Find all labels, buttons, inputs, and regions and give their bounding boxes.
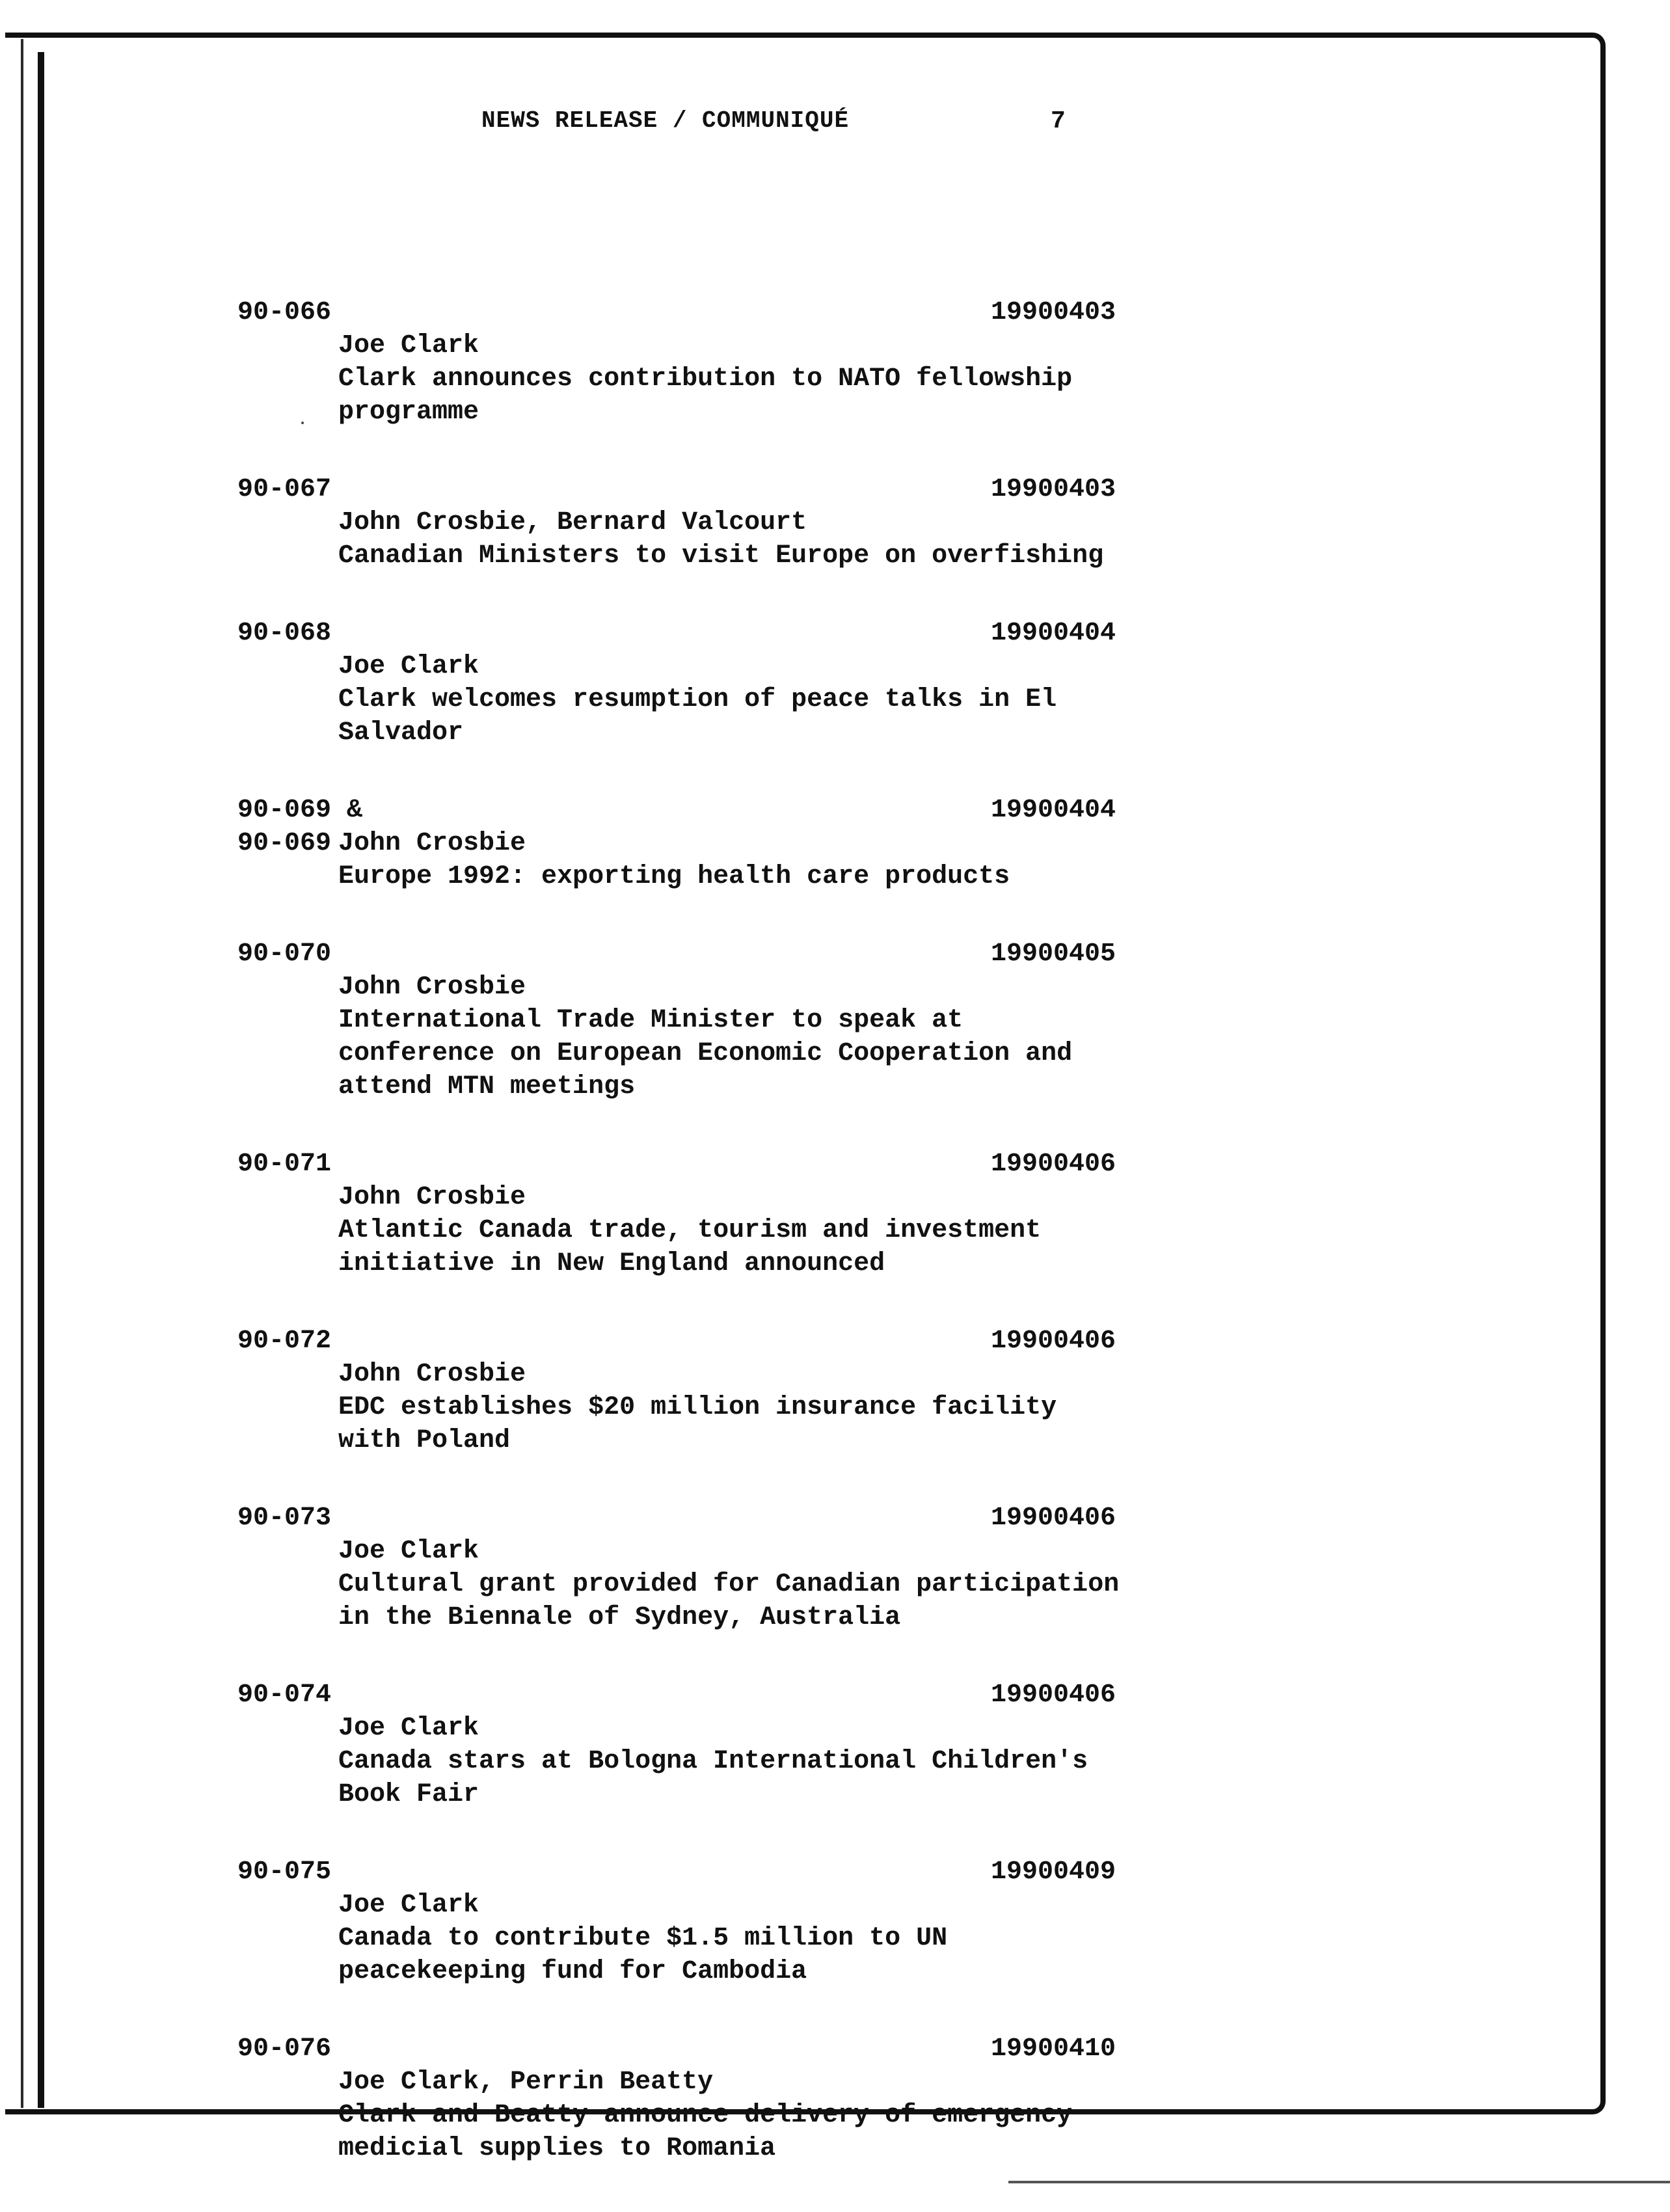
release-date: 19900403 — [990, 298, 1116, 327]
release-number: 90-074 — [237, 1680, 332, 1710]
release-title-line: conference on European Economic Cooperation and — [338, 1039, 1073, 1068]
release-entry — [237, 1502, 1200, 1634]
release-title-line: Clark welcomes resumption of peace talks in El — [338, 685, 1057, 714]
release-date: 19900410 — [990, 2034, 1116, 2064]
release-entry — [237, 617, 1200, 749]
release-ministers: Joe Clark — [338, 1537, 479, 1566]
release-title-line: International Trade Minister to speak at — [338, 1006, 963, 1035]
release-number: 90-066 — [237, 298, 332, 327]
release-ministers: Joe Clark — [338, 331, 479, 360]
release-list — [237, 296, 1200, 2209]
release-date: 19900406 — [990, 1504, 1116, 1533]
release-title-line: medicial supplies to Romania — [338, 2134, 776, 2163]
release-title-line: with Poland — [338, 1426, 511, 1455]
release-ministers: John Crosbie, Bernard Valcourt — [338, 508, 807, 537]
release-entry — [237, 473, 1200, 573]
release-number: 90-073 — [237, 1504, 332, 1533]
release-date: 19900406 — [990, 1150, 1116, 1179]
release-title-line: Clark and Beatty announce delivery of emergency — [338, 2101, 1073, 2130]
release-title-line: Canada to contribute $1.5 million to UN — [338, 1924, 948, 1953]
release-title-line: Clark announces contribution to NATO fellowship — [338, 364, 1073, 394]
release-title-line: peacekeeping fund for Cambodia — [338, 1957, 807, 1986]
release-title-line: Atlantic Canada trade, tourism and investment — [338, 1216, 1042, 1245]
release-number: 90-071 — [237, 1150, 332, 1179]
release-date: 19900404 — [990, 619, 1116, 648]
release-date: 19900403 — [990, 475, 1116, 504]
release-number: 90-069 & — [237, 796, 363, 825]
release-number: 90-076 — [237, 2034, 332, 2064]
release-entry — [237, 937, 1200, 1103]
release-title-line: initiative in New England announced — [338, 1249, 885, 1278]
release-ministers: Joe Clark — [338, 1714, 479, 1743]
release-title-line: in the Biennale of Sydney, Australia — [338, 1603, 901, 1632]
release-title-line: Book Fair — [338, 1780, 479, 1809]
release-title-line: programme — [338, 398, 479, 427]
release-date: 19900406 — [990, 1327, 1116, 1356]
release-ministers: John Crosbie — [338, 1360, 526, 1389]
release-date: 19900409 — [990, 1857, 1116, 1887]
release-title-line: Canadian Ministers to visit Europe on overfishing — [338, 541, 1104, 571]
release-entry — [237, 794, 1200, 893]
release-number: 90-068 — [237, 619, 332, 648]
release-title-line: Salvador — [338, 718, 464, 748]
release-entry — [237, 2032, 1200, 2165]
release-date: 19900404 — [990, 796, 1116, 825]
release-title-line: Canada stars at Bologna International Children's — [338, 1747, 1088, 1776]
release-entry — [237, 1148, 1200, 1280]
page-header: NEWS RELEASE / COMMUNIQUÉ — [481, 107, 850, 134]
release-number: 90-070 — [237, 939, 332, 969]
release-number: 90-067 — [237, 475, 332, 504]
page-number: 7 — [1051, 107, 1066, 135]
release-entry — [237, 296, 1200, 429]
release-entry — [237, 1325, 1200, 1457]
release-number-secondary: 90-069 — [237, 829, 332, 858]
release-number: 90-075 — [237, 1857, 332, 1887]
release-ministers: Joe Clark, Perrin Beatty — [338, 2068, 714, 2097]
release-entry — [237, 1855, 1200, 1988]
release-title-line: Cultural grant provided for Canadian participation — [338, 1570, 1120, 1599]
release-ministers: Joe Clark — [338, 1891, 479, 1920]
release-title-line: EDC establishes $20 million insurance facility — [338, 1393, 1057, 1422]
release-ministers: Joe Clark — [338, 652, 479, 681]
release-date: 19900405 — [990, 939, 1116, 969]
release-entry — [237, 1679, 1200, 1811]
release-ministers: John Crosbie — [338, 973, 526, 1002]
release-date: 19900406 — [990, 1680, 1116, 1710]
release-ministers: John Crosbie — [338, 829, 526, 858]
release-number: 90-072 — [237, 1327, 332, 1356]
release-ministers: John Crosbie — [338, 1183, 526, 1212]
release-title-line: Europe 1992: exporting health care products — [338, 862, 1010, 891]
release-title-line: attend MTN meetings — [338, 1072, 636, 1101]
